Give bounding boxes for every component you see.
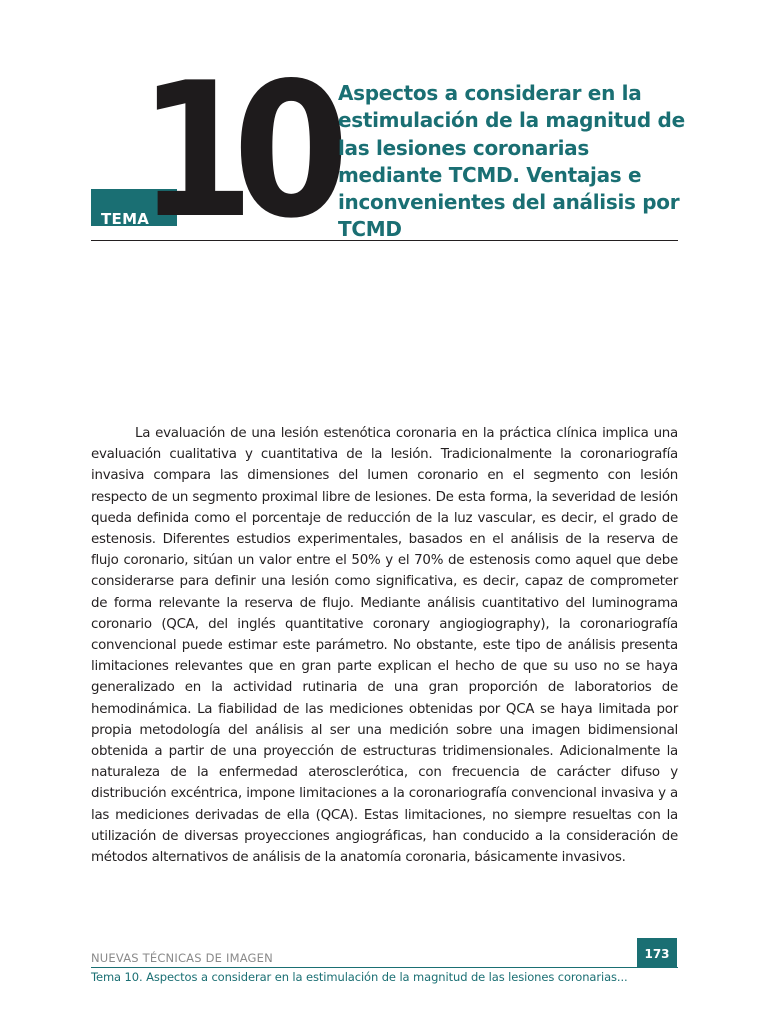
- chapter-title: Aspectos a considerar en la estimulación de la magnitud de las lesiones coronarias mediante TCMD. Ventajas e inconvenientes del análisis por TCMD: [338, 81, 685, 242]
- footer-chapter-subtitle: Tema 10. Aspectos a considerar en la estimulación de la magnitud de las lesiones coronarias...: [91, 970, 628, 984]
- body-paragraph: La evaluación de una lesión estenótica coronaria en la práctica clínica implica una evaluación cualitativa y cuantitativa de la lesión. Tradicionalmente la coronariografía invasiva compara las dimensiones del lumen coronario en el segmento con lesión respecto de un segmento proximal libre de lesiones. De esta forma, la severidad de lesión queda definida como el porcentaje de reducción de la luz vascular, es decir, el grado de estenosis. Diferentes estudios experimentales, basados en el análisis de la reserva de flujo coronario, sitúan un valor entre el 50% y el 70% de estenosis como aquel que debe considerarse para definir una lesión como significativa, es decir, capaz de comprometer de forma relevante la reserva de flujo. Mediante análisis cuantitativo del luminograma coronario (QCA, del inglés quantitative coronary angiogiography), la coronariografía convencional puede estimar este parámetro. No obstante, este tipo de análisis presenta limitaciones relevantes que en gran parte explican el hecho de que su uso no se haya generalizado en la actividad rutinaria de una gran proporción de laboratorios de hemodinámica. La fiabilidad de las mediciones obtenidas por QCA se haya limitada por propia metodología del análisis al ser una medición sobre una imagen bidimensional obtenida a partir de una proyección de estructuras tridimensionales. Adicionalmente la naturaleza de la enfermedad aterosclerótica, con frecuencia de carácter difuso y distribución excéntrica, impone limitaciones a la coronariografía convencional invasiva y a las mediciones derivadas de ella (QCA). Estas limitaciones, no siempre resueltas con la utilización de diversas proyecciones angiográficas, han conducido a la consideración de métodos alternativos de análisis de la anatomía coronaria, básicamente invasivos.: [91, 426, 678, 866]
- footer-series-title: NUEVAS TÉCNICAS DE IMAGEN: [91, 951, 273, 965]
- title-divider: [91, 240, 678, 241]
- footer-divider: [91, 967, 678, 968]
- page-number: 173: [644, 947, 670, 961]
- tema-label: TEMA: [101, 210, 150, 228]
- chapter-number: 10: [138, 42, 328, 259]
